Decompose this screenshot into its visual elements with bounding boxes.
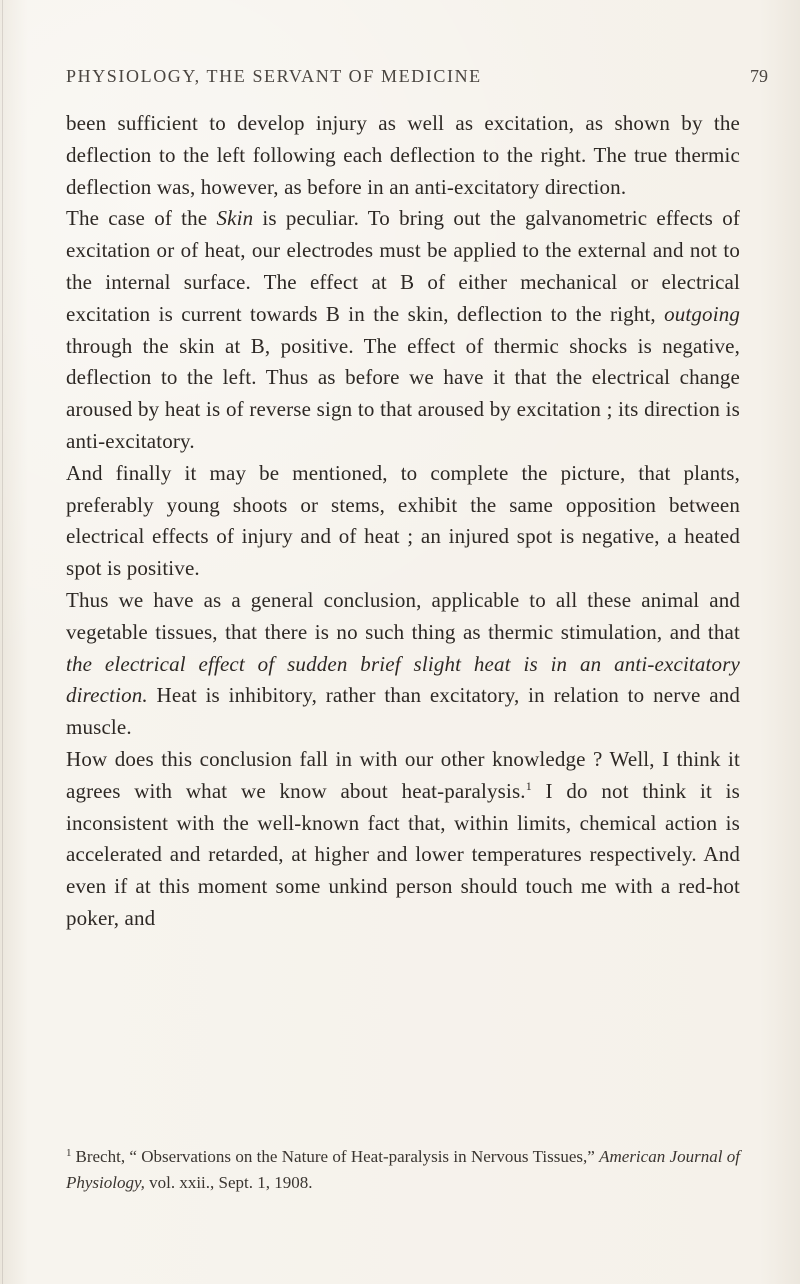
body-text — [66, 108, 740, 935]
paragraph-1-text: been sufficient to develop injury as well as excitation, as shown by the deflection to the left following each deflection to the right. The true thermic deflection was, however, as before in an anti-excitatory direction. — [66, 111, 740, 199]
paragraph-3 — [66, 458, 740, 585]
running-header — [0, 66, 800, 94]
paragraph-2-text-b: is peculiar. To bring out the galvanometric effects of excitation or of heat, our electrodes must be applied to the external and not to the internal surface. The effect at B of either mechanical or electrical excitation is current towards B in the skin, deflection to the right, — [66, 206, 740, 326]
conclusion-italic: the electrical effect of sudden brief slight heat is in an anti-excitatory direction. — [66, 651, 740, 708]
footnote-reference: 1 — [525, 778, 532, 793]
footnote — [66, 1140, 740, 1196]
paragraph-5-text-b: I do not think it is inconsistent with the well-known fact that, within limits, chemical action is accelerated and retarded, at higher and lower temperatures respectively. And even if at this moment some unkind person should touch me with a red-hot poker, and — [66, 778, 740, 930]
footnote-text-b: vol. xxii., Sept. 1, 1908. — [144, 1173, 313, 1192]
paragraph-1 — [66, 108, 740, 203]
paragraph-5 — [66, 744, 740, 935]
outgoing-italic: outgoing — [664, 301, 740, 326]
footnote-mark: 1 — [66, 1147, 72, 1159]
running-title: PHYSIOLOGY, THE SERVANT OF MEDICINE — [66, 66, 482, 86]
paragraph-4 — [66, 585, 740, 744]
footnote-journal: American Journal of Physiology, — [66, 1147, 740, 1192]
footnote-text-a: Brecht, “ Observations on the Nature of Heat-paralysis in Nervous Tissues,” — [75, 1147, 600, 1166]
paragraph-3-text: And finally it may be mentioned, to complete the picture, that plants, preferably young shoots or stems, exhibit the same opposition between electrical effects of injury and of heat ; an injured spot is negative, a heated spot is positive. — [66, 460, 740, 581]
paragraph-2-text-c: through the skin at B, positive. The effect of thermic shocks is negative, deflection to the left. Thus as before we have it that the electrical change aroused by heat is of reverse sign to that aroused by excitation ; its direction is anti-excitatory. — [66, 333, 740, 453]
skin-italic: Skin — [216, 206, 254, 231]
page-edge-shadow — [2, 0, 3, 1284]
page-number: 79 — [750, 66, 768, 86]
paragraph-5-text-a: How does this conclusion fall in with our other knowledge ? Well, I think it agrees with what we know about heat-paralysis. — [66, 746, 740, 803]
paragraph-2-text-a: The case of the — [66, 206, 217, 231]
paragraph-2 — [66, 203, 740, 457]
paragraph-4-text-a: Thus we have as a general conclusion, applicable to all these animal and vegetable tissues, that there is no such thing as thermic stimulation, and that — [66, 587, 740, 644]
paragraph-4-text-b: Heat is inhibitory, rather than excitatory, in relation to nerve and muscle. — [66, 683, 740, 740]
